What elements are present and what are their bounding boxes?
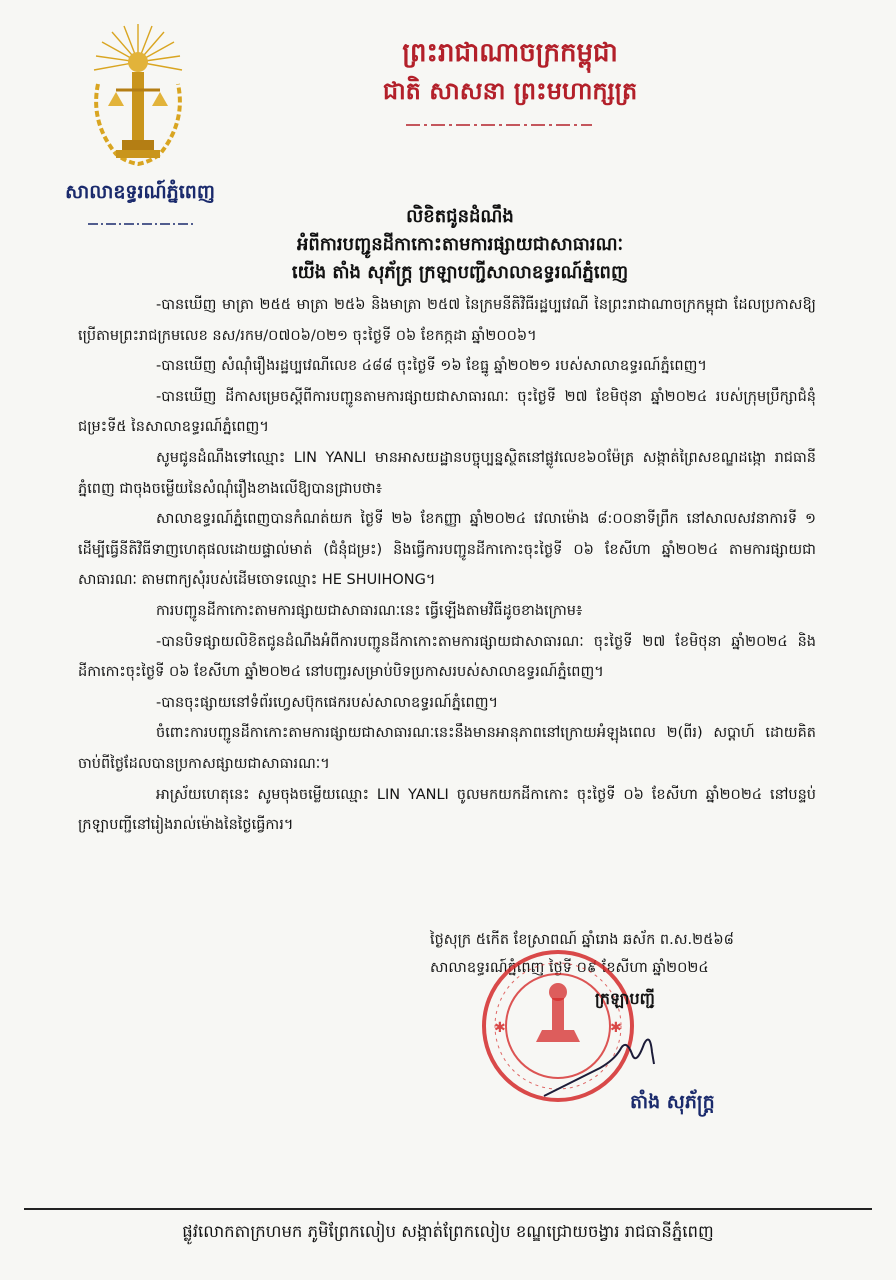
paragraph-10: អាស្រ័យហេតុនេះ សូមចុងចម្លើយឈ្មោះ LIN YANLI ចូលមកយកដីកាកោះ ចុះថ្ងៃទី ០៦ ខែសីហា ឆ្នាំ២០២៤ នៅបន្ទប់ក្រឡាបញ្ជីនៅរៀងរាល់ម៉ោងនៃថ្ងៃធ្វើការ។ [78,786,816,834]
paragraph-7: -បានបិទផ្សាយលិខិតជូនដំណឹងអំពីការបញ្ជូនដីកាកោះតាមការផ្សាយជាសាធារណៈ ចុះថ្ងៃទី ២៧ ខែមិថុនា ឆ្នាំ២០២៤ និងដីកាកោះចុះថ្ងៃទី ០៦ ខែសីហា ឆ្នាំ២០២៤ នៅបញ្ជរសម្រាប់បិទប្រកាសរបស់សាលាឧទ្ធរណ៍ភ្នំពេញ។ [78,633,816,681]
court-name-heading: សាលាឧទ្ធរណ៍ភ្នំពេញ [65,181,215,203]
footer-address: ផ្លូវលោកតាក្រហមក ភូមិព្រែកលៀប សង្កាត់ព្រែកលៀប ខណ្ឌជ្រោយចង្វារ រាជធានីភ្នំពេញ [182,1222,714,1241]
handwritten-signature [540,1010,680,1100]
paragraph-1: -បានឃើញ មាត្រា ២៥៥ មាត្រា ២៥៦ និងមាត្រា ២៥៧ នៃក្រមនីតិវិធីរដ្ឋប្បវេណី នៃព្រះរាជាណាចក្រកម្ពុជា ដែលប្រកាសឱ្យប្រើតាមព្រះរាជក្រមលេខ នស/រកម/០៧០៦/០២១ ចុះថ្ងៃទី ០៦ ខែកក្កដា ឆ្នាំ២០០៦។ [78,297,816,344]
footer-divider [24,1208,872,1210]
kingdom-heading [340,34,680,110]
paragraph-3: -បានឃើញ ដីកាសម្រេចស្តីពីការបញ្ជូនតាមការផ្សាយជាសាធារណៈ ចុះថ្ងៃទី ២៧ ខែមិថុនា ឆ្នាំ២០២៤ របស់ក្រុមប្រឹក្សាជំនុំជម្រះទី៥ នៃសាលាឧទ្ធរណ៍ភ្នំពេញ។ [78,388,816,436]
title-line-3: យើង តាំង សុភ័ក្ត្រ ក្រឡាបញ្ជីសាលាឧទ្ធរណ៍ភ្នំពេញ [291,262,629,283]
signer-role: ក្រឡាបញ្ជី [595,989,655,1008]
national-motto: ជាតិ សាសនា ព្រះមហាក្សត្រ [382,76,638,105]
title-line-2: អំពីការបញ្ជូនដីកាកោះតាមការផ្សាយជាសាធារណៈ [296,234,624,255]
signer-name: តាំង សុភ័ក្ត្រ [630,1091,715,1113]
svg-text:✱: ✱ [494,1020,506,1036]
paragraph-6: ការបញ្ជូនដីកាកោះតាមការផ្សាយជាសាធារណៈនេះ ធ្វើឡើងតាមវិធីដូចខាងក្រោម៖ [156,602,583,619]
paragraph-5: សាលាឧទ្ធរណ៍ភ្នំពេញបានកំណត់យក ថ្ងៃទី ២៦ ខែកញ្ញា ឆ្នាំ២០២៤ វេលាម៉ោង ៨:០០នាទីព្រឹក នៅសាលសវនាការទី ១ ដើម្បីធ្វើនីតិវិធីទាញហេតុផលដោយផ្ទាល់មាត់ (ជំនុំជម្រះ) និងធ្វើការបញ្ជូនដីកាកោះចុះថ្ងៃទី ០៦ ខែសីហា ឆ្នាំ២០២៤ តាមការផ្សាយជាសាធារណៈ តាមពាក្យសុំរបស់ដើមចោទឈ្មោះ HE SHUIHONG។ [78,511,816,589]
kingdom-name: ព្រះរាជាណាចក្រកម្ពុជា [402,38,618,68]
paragraph-4: សូមជូនដំណឹងទៅឈ្មោះ LIN YANLI មានអាសយដ្ឋានបច្ចុប្បន្នស្ថិតនៅផ្លូវលេខ៦០ម៉ែត្រ សង្កាត់ព្រៃសខណ្ឌដង្កោ រាជធានីភ្នំពេញ ជាចុងចម្លើយនៃសំណុំរឿងខាងលើឱ្យបានជ្រាបថា៖ [78,449,816,497]
paragraph-2: -បានឃើញ សំណុំរឿងរដ្ឋប្បវេណីលេខ ៤៨៨ ចុះថ្ងៃទី ១៦ ខែធ្នូ ឆ្នាំ២០២១ របស់សាលាឧទ្ធរណ៍ភ្នំពេញ។ [156,358,707,375]
paragraph-9: ចំពោះការបញ្ជូនដីកាកោះតាមការផ្សាយជាសាធារណៈនេះនឹងមានអានុភាពនៅក្រោយអំឡុងពេល ២(ពីរ) សប្តាហ៍ ដោយគិតចាប់ពីថ្ងៃដែលបានប្រកាសផ្សាយជាសាធារណៈ។ [78,725,816,772]
letter-body [78,290,816,841]
kingdom-divider [406,122,592,128]
court-emblem-logo [86,22,190,172]
solar-date: សាលាឧទ្ធរណ៍ភ្នំពេញ ថ្ងៃទី ០៩ ខែសីហា ឆ្នាំ២០២៤ [430,960,709,976]
paragraph-8: -បានចុះផ្សាយនៅទំព័រហ្វេសប៊ុកផេករបស់សាលាឧទ្ធរណ៍ភ្នំពេញ។ [156,694,499,711]
lunar-date: ថ្ងៃសុក្រ ៥កើត ខែស្រាពណ៍ ឆ្នាំរោង ឆស័ក ព.ស.២៥៦៨ [430,932,734,948]
document-title [160,203,760,287]
title-line-1: លិខិតជូនដំណឹង [406,206,514,227]
svg-text:✱: ✱ [610,1020,622,1036]
